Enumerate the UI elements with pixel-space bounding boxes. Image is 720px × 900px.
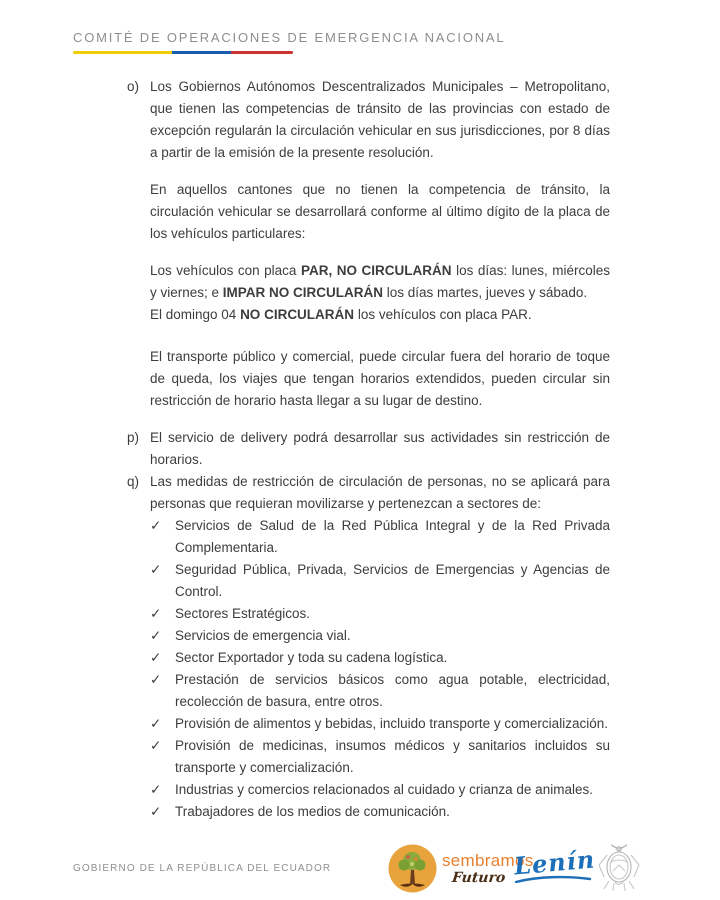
checklist-item [150,515,610,559]
checklist-item [150,713,610,735]
sembramos-word: sembramos [442,851,534,870]
flag-segment-red [231,51,293,54]
checklist-item-label: Trabajadores de los medios de comunicación. [175,804,450,819]
check-icon: ✓ [150,650,162,665]
checklist-item [150,603,610,625]
check-icon: ✓ [150,738,162,753]
check-icon: ✓ [150,672,162,687]
checklist-item-label: Seguridad Pública, Privada, Servicios de Emergencias y Agencias de Control. [175,562,610,599]
check-icon: ✓ [150,782,162,797]
ecuador-flag-line [73,51,293,54]
checklist-item-label: Industrias y comercios relacionados al cuidado y crianza de animales. [175,782,593,797]
list-item-p [127,427,610,471]
paragraph-gad-municipales: Los Gobiernos Autónomos Descentralizados Municipales – Metropolitano, que tienen las competencias de tránsito de las provincias con estado de excepción regularán la circulación vehicular en sus jurisdicciones, por 8 días a partir de la emisión de la presente resolución. [150,79,610,160]
list-marker-q: q) [127,474,140,489]
check-icon: ✓ [150,518,162,533]
checklist-item-label: Servicios de Salud de la Red Pública Integral y de la Red Privada Complementaria. [175,518,610,555]
checklist-item [150,669,610,713]
placas-run-4: los días martes, jueves y sábado. [383,285,588,300]
sembramos-futuro-logo [388,844,534,893]
lenin-signature-text: Lenín [512,844,597,881]
checklist-item [150,779,610,801]
placas-run-bold-par: PAR, NO CIRCULARÁN [300,263,452,278]
check-icon: ✓ [150,628,162,643]
domingo-run-2: los vehículos con placa PAR. [354,307,532,322]
list-marker-p: p) [127,430,140,445]
list-item-q [127,471,610,515]
government-label: GOBIERNO DE LA REPÚBLICA DEL ECUADOR [73,863,332,874]
list-item-o [127,76,610,164]
flag-segment-blue [172,51,231,54]
check-icon: ✓ [150,804,162,819]
checklist-item-label: Provisión de medicinas, insumos médicos y sanitarios incluidos su transporte y comercialización. [175,738,610,775]
flag-segment-yellow [73,51,172,54]
domingo-run-0: El domingo 04 [150,307,241,322]
checklist-item-label: Servicios de emergencia vial. [175,628,351,643]
paragraph-placas [150,260,610,326]
futuro-word: Futuro [451,870,507,886]
placas-run-bold-impar: IMPAR NO CIRCULARÁN [222,285,384,300]
checklist-item [150,625,610,647]
domingo-run-bold: NO CIRCULARÁN [240,307,355,322]
placas-run-0: Los vehículos con placa [150,263,301,278]
header-title: COMITÉ DE OPERACIONES DE EMERGENCIA NACIONAL [73,30,506,45]
paragraph-restriccion: Las medidas de restricción de circulación de personas, no se aplicará para personas que requieran movilizarse y pertenezcan a sectores de: [150,474,610,511]
check-icon: ✓ [150,562,162,577]
checklist-item [150,801,610,823]
ecuador-coat-of-arms [596,843,642,897]
checklist-item [150,559,610,603]
list-marker-o: o) [127,79,140,94]
document-body [127,76,610,823]
tree-icon [388,844,437,893]
checklist-item [150,647,610,669]
lenin-signature-logo [512,844,597,883]
checklist-item [150,735,610,779]
sector-checklist [150,515,610,823]
paragraph-cantones: En aquellos cantones que no tienen la competencia de tránsito, la circulación vehicular se desarrollará conforme al último dígito de la placa de los vehículos particulares: [150,182,610,241]
check-icon: ✓ [150,716,162,731]
checklist-item-label: Sector Exportador y toda su cadena logística. [175,650,448,665]
checklist-item-label: Sectores Estratégicos. [175,606,311,621]
checklist-item-label: Provisión de alimentos y bebidas, incluido transporte y comercialización. [175,716,608,731]
paragraph-transporte: El transporte público y comercial, puede circular fuera del horario de toque de queda, los viajes que tengan horarios extendidos, pueden circular sin restricción de horario hasta llegar a su lugar de destino. [150,349,610,408]
paragraph-delivery: El servicio de delivery podrá desarrollar sus actividades sin restricción de horarios. [150,430,610,467]
check-icon: ✓ [150,606,162,621]
checklist-item-label: Prestación de servicios básicos como agua potable, electricidad, recolección de basura, entre otros. [175,672,610,709]
document-header [73,30,505,54]
placas-run-2: los días: lunes, miércoles y viernes; e [150,263,610,300]
